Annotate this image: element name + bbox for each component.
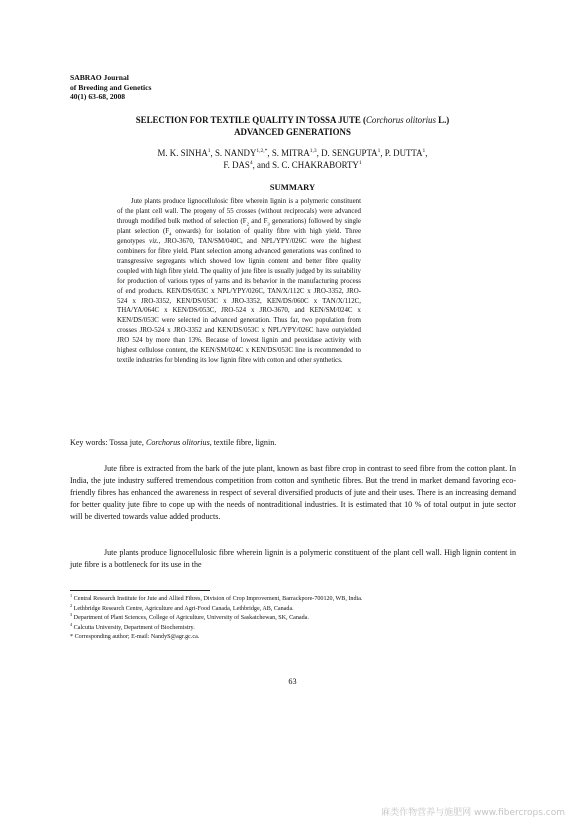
footnote-divider [70, 590, 210, 591]
summary-fragment: , JRO-3670, TAN/SM/040C, and NPL/YPY/026C were the highest combiners for fibre yield. Plant selection among advanced generations was confined to transgressive segregants which showed low lignin content and better fibre quality coupled with high fibre yield. The quality of jute fibre is usually judged by its suitability for production of various types of yarns and its behavior in the manufacturing process of end products. KEN/DS/053C x NPL/YPY/026C, TAN/X/112C x JRO-3352, JRO-524 x JRO-3352, KEN/DS/053C x JRO-3352, KEN/DS/060C x TAN/X/112C, THA/YA/064C x KEN/DS/053C, JRO-524 x JRO-3670, and KEN/SM/024C x KEN/DS/053C were selected in advanced generation. Thus far, two population from crosses JRO-524 x JRO-3352 and KEN/DS/053C x NPL/YPY/026C have outyielded JRO 524 by more than 13%. Because of lowest lignin and peoxidase activity with highest cellulose content, the KEN/SM/024C x KEN/DS/053C line is recommended to textile industries for blending its low lignin fibre with cotton and other synthetics. [117, 237, 361, 365]
footnote-text: Calcutta University, Department of Biochemistry. [72, 624, 195, 631]
author-name: F. DAS [223, 160, 250, 170]
footnote-mark: 1 [70, 592, 73, 598]
keywords-rest: , textile fibre, lignin. [209, 438, 277, 447]
generation-subscript: 4 [169, 231, 172, 237]
page-number: 63 [288, 677, 297, 686]
author-name: , D. SENGUPTA [316, 148, 378, 158]
summary-fragment: and F [248, 217, 268, 225]
title-species: Corchorus olitorius [365, 115, 436, 125]
summary-text [117, 197, 361, 366]
footnote [70, 602, 516, 618]
title-part1: SELECTION FOR TEXTILE QUALITY IN TOSSA JUTE ( [135, 115, 366, 125]
footnote [70, 633, 516, 643]
summary-fragment: onwards) for isolation of quality fibre with high yield. Three genotypes [117, 227, 361, 245]
keywords [70, 438, 515, 447]
footnote-text: Lethbridge Research Centre, Agriculture and Agri-Food Canada, Lethbridge, AB, Canada. [72, 605, 294, 612]
paper-title [70, 114, 515, 138]
journal-header [70, 73, 152, 102]
footnote [70, 621, 516, 634]
affiliation-mark: 1,2,* [256, 148, 268, 155]
author-separator: , [425, 148, 428, 158]
footnote-text: Department of Plant Sciences, College of Agriculture, University of Saskatchewan, SK, Canada. [72, 615, 309, 622]
author-name: M. K. SINHA [157, 148, 208, 158]
title-part2: L.) [435, 115, 450, 125]
footnote [70, 592, 516, 605]
author-name: , P. DUTTA [380, 148, 423, 158]
summary-italic: viz. [149, 237, 159, 245]
summary-fragment: generations) followed by single plant selection (F [117, 217, 361, 235]
summary-heading: SUMMARY [269, 182, 316, 192]
footnote-text: Central Research Institute for Jute and Allied Fibres, Division of Crop Improvement, Barrackpore-700120, WB, India. [72, 596, 363, 602]
author-list [70, 147, 515, 171]
body-paragraph-2: Jute plants produce lignocellulosic fibre wherein lignin is a polymeric constituent of the plant cell wall. High lignin content in jute fibre is a bottleneck for its use in the [70, 548, 516, 569]
journal-subtitle: of Breeding and Genetics [70, 82, 152, 92]
affiliation-mark: 4 [249, 160, 253, 167]
journal-issue: 40(1) 63-68, 2008 [70, 92, 126, 102]
footnote-mark: 2 [70, 602, 73, 608]
affiliation-mark: 1 [377, 148, 381, 155]
keywords-species: Corchorus olitorius [145, 438, 210, 447]
keywords-label: Key words: Tossa jute, [70, 438, 146, 447]
generation-subscript: 3 [267, 221, 270, 227]
footnote-text: * Corresponding author; E-mail: NandyS@agr.gc.ca. [70, 634, 200, 641]
journal-name: SABRAO Journal [70, 73, 129, 82]
footnote-mark: 3 [70, 612, 73, 618]
body-paragraph-1: Jute fibre is extracted from the bark of the jute plant, known as bast fibre crop in contrast to seed fibre from the cotton plant. In India, the jute industry suffered tremendous competition from cotton and synthetic fibres. But the trend in market demand favoring eco-friendly fibres has enhanced the awareness in respect of several diversified products of jute and their uses. There is an increasing demand for better quality jute fibre to cope up with the needs of nontraditional industries. It is estimated that 10 % of total output in jute sector will be diverted towards value added products. [70, 464, 516, 521]
footnote-mark: 4 [70, 621, 73, 627]
author-name: , S. MITRA [267, 148, 310, 158]
affiliation-mark: 1 [422, 148, 426, 155]
footnote [70, 614, 516, 624]
generation-subscript: 2 [246, 221, 249, 227]
affiliation-mark: 1,3 [309, 148, 317, 155]
footnotes [70, 592, 516, 643]
watermark: 麻类作物营养与施肥网 www.fibercrops.com [381, 808, 565, 818]
affiliation-mark: 1 [358, 160, 362, 167]
summary-fragment: Jute plants produce lignocellulosic fibre wherein lignin is a polymeric constituent of the plant cell wall. The progeny of 55 crosses (without reciprocals) were advanced through modified bulk method of selection (F [117, 198, 361, 225]
author-name: , S. NANDY [210, 148, 257, 158]
title-line2: ADVANCED GENERATIONS [234, 127, 351, 137]
author-name: , and S. C. CHAKRABORTY [252, 160, 359, 170]
affiliation-mark: 1 [207, 148, 211, 155]
